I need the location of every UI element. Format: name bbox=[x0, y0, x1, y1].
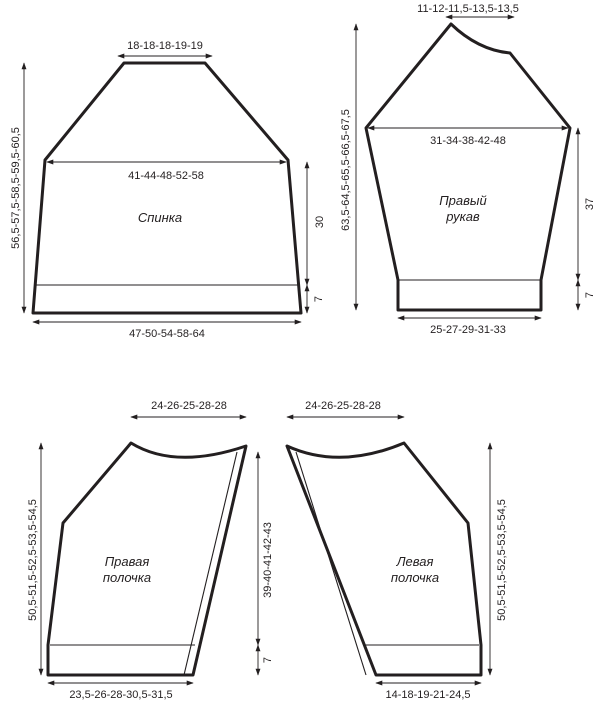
right-front-piece-name-line2: полочка bbox=[102, 570, 152, 585]
left-front-piece-name-line1: Левая bbox=[396, 554, 434, 569]
right-front-band-line bbox=[184, 452, 237, 675]
left-front-bottom-width-label: 14-18-19-21-24,5 bbox=[385, 689, 471, 701]
right-front-top-width-label: 24-26-25-28-28 bbox=[151, 400, 227, 412]
back-bottom-width-label: 47-50-54-58-64 bbox=[129, 328, 205, 340]
front-rib-height-label: 7 bbox=[262, 656, 274, 664]
sleeve-bottom-width-label: 25-27-29-31-33 bbox=[430, 324, 506, 336]
back-piece bbox=[10, 40, 326, 340]
sleeve-piece-name-line1: Правый bbox=[439, 193, 487, 208]
sleeve-upper-width-label: 31-34-38-42-48 bbox=[430, 135, 506, 147]
right-front-piece bbox=[27, 400, 246, 701]
sleeve-total-height-label: 63,5-64,5-65,5-66,5-67,5 bbox=[340, 109, 352, 231]
sleeve-piece-name-line2: рукав bbox=[446, 209, 480, 224]
left-front-outline bbox=[287, 443, 481, 675]
back-body-height-label: 30 bbox=[314, 215, 326, 229]
back-armhole-width-label: 41-44-48-52-58 bbox=[128, 170, 204, 182]
center-dimensions bbox=[258, 452, 274, 675]
left-front-piece-name-line2: полочка bbox=[390, 570, 440, 585]
sleeve-piece bbox=[340, 3, 596, 336]
back-rib-height-label: 7 bbox=[313, 295, 325, 303]
back-neck-width-label: 18-18-18-19-19 bbox=[127, 40, 203, 52]
right-front-piece-name-line1: Правая bbox=[104, 554, 150, 569]
left-front-piece bbox=[287, 400, 508, 701]
sleeve-outline bbox=[366, 24, 570, 310]
left-front-total-height-label: 50,5-51,5-52,5-53,5-54,5 bbox=[496, 499, 508, 621]
sleeve-rib-height-label: 7 bbox=[584, 291, 596, 299]
sleeve-top-width-label: 11-12-11,5-13,5-13,5 bbox=[417, 3, 519, 15]
right-front-total-height-label: 50,5-51,5-52,5-53,5-54,5 bbox=[27, 499, 39, 621]
left-front-top-width-label: 24-26-25-28-28 bbox=[305, 400, 381, 412]
back-outline bbox=[33, 63, 301, 313]
front-edge-height-label: 39-40-41-42-43 bbox=[262, 522, 274, 598]
right-front-bottom-width-label: 23,5-26-28-30,5-31,5 bbox=[69, 689, 173, 701]
left-front-band-line bbox=[296, 452, 366, 675]
sleeve-body-height-label: 37 bbox=[584, 197, 596, 211]
back-piece-name: Спинка bbox=[137, 210, 183, 225]
back-total-height-label: 56,5-57,5-58,5-59,5-60,5 bbox=[10, 127, 22, 249]
